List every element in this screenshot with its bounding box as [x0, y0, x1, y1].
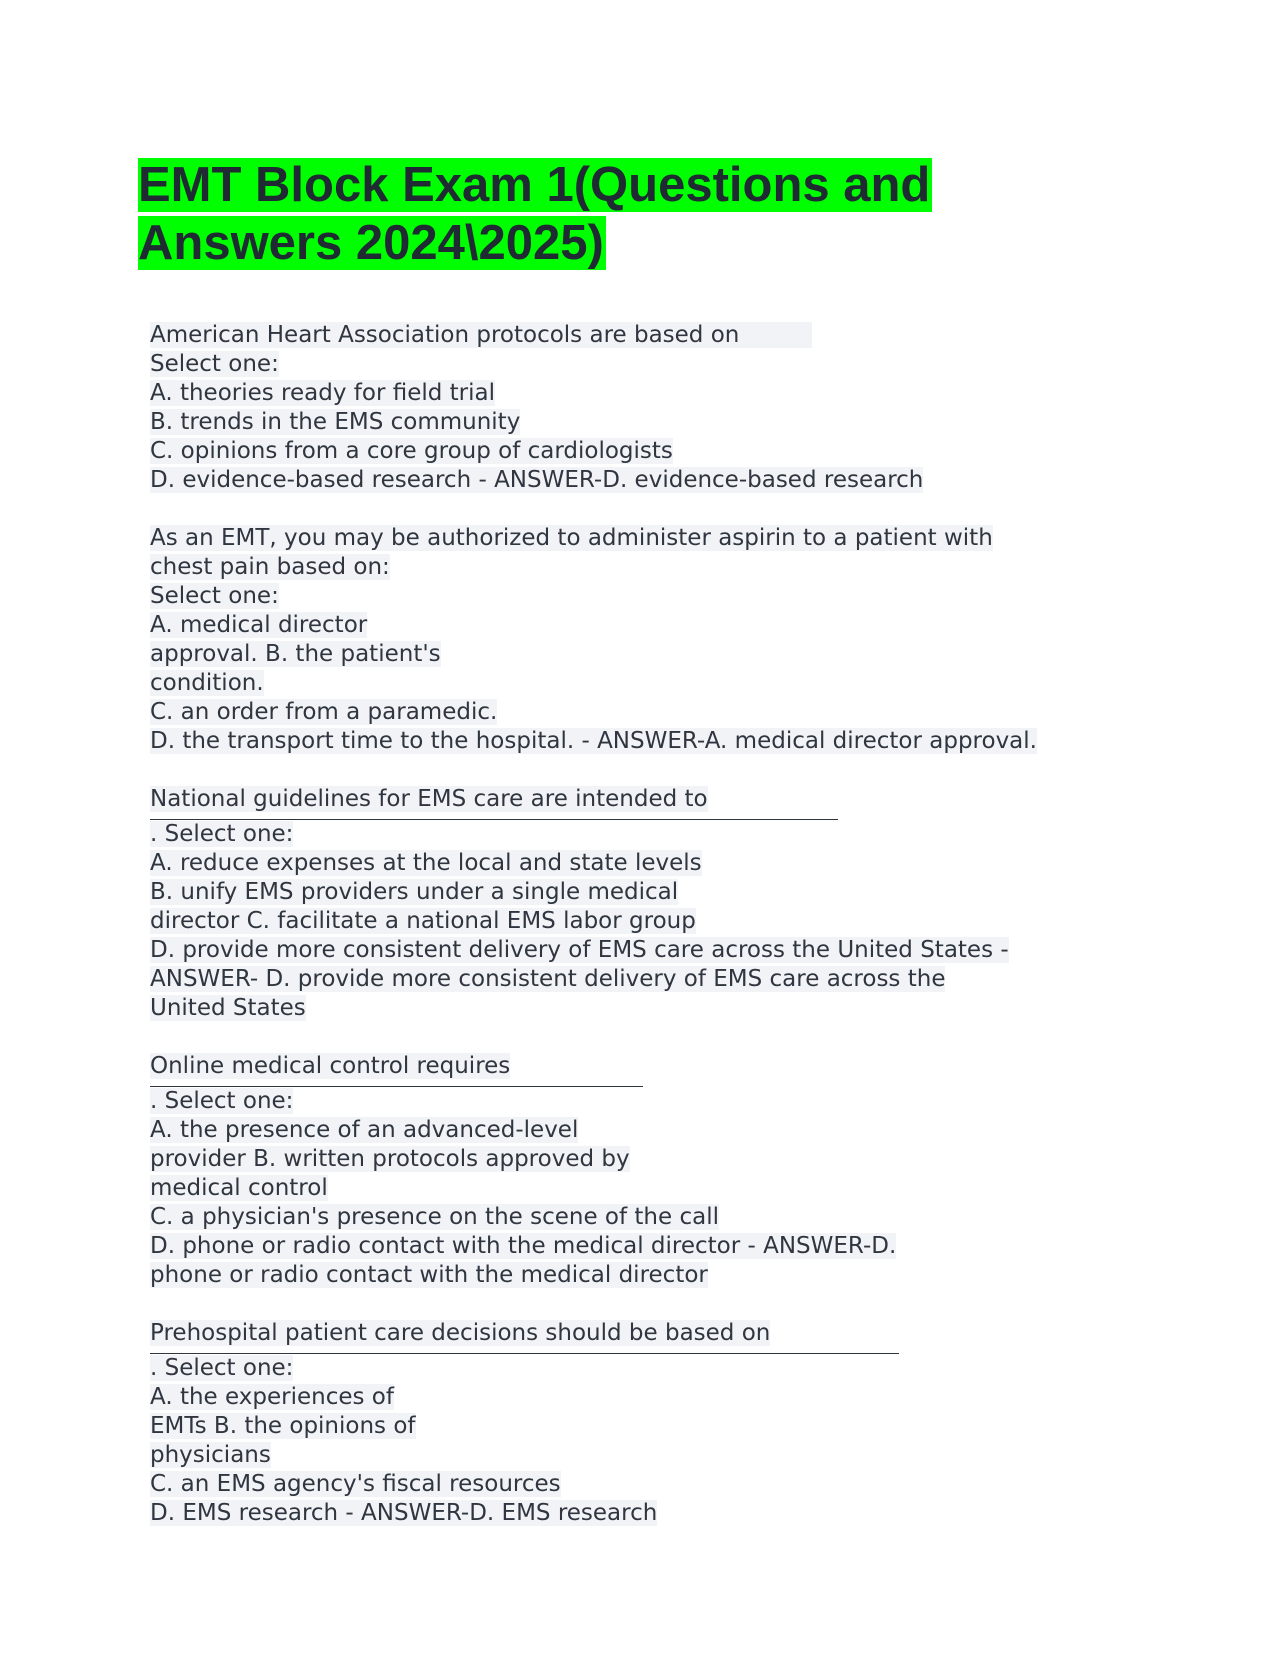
option-a: A. theories ready for field trial: [150, 380, 495, 406]
answer-line: phone or radio contact with the medical director: [150, 1262, 708, 1288]
document-title: [138, 156, 932, 272]
question-4: [150, 1052, 1150, 1290]
question-line: . Select one:: [150, 1088, 294, 1114]
option-line: medical control: [150, 1175, 328, 1201]
question-line: As an EMT, you may be authorized to administer aspirin to a patient with: [150, 525, 993, 551]
question-2: [150, 524, 1150, 756]
question-3: [150, 785, 1150, 1023]
answer-line: United States: [150, 995, 306, 1021]
option-line: A. the experiences of: [150, 1384, 394, 1410]
question-1: [150, 321, 1150, 495]
answer-line: ANSWER- D. provide more consistent delivery of EMS care across the: [150, 966, 946, 992]
title-line: Answers 2024\2025): [138, 216, 604, 270]
option-line: condition.: [150, 670, 264, 696]
question-line: . Select one:: [150, 1355, 294, 1381]
option-line: approval. B. the patient's: [150, 641, 441, 667]
option-line: physicians: [150, 1442, 271, 1468]
option-line: C. an EMS agency's fiscal resources: [150, 1471, 561, 1497]
option-line: A. the presence of an advanced-level: [150, 1117, 579, 1143]
question-line: chest pain based on:: [150, 554, 390, 580]
option-c: C. opinions from a core group of cardiologists: [150, 438, 673, 464]
option-line: EMTs B. the opinions of: [150, 1413, 416, 1439]
question-line: Select one:: [150, 583, 279, 609]
question-line: . Select one:: [150, 821, 294, 847]
option-b: B. trends in the EMS community: [150, 409, 521, 435]
question-prompt: Online medical control requires: [150, 1053, 511, 1079]
option-line: A. reduce expenses at the local and state levels: [150, 850, 702, 876]
question-line: Select one:: [150, 351, 279, 377]
option-line: C. a physician's presence on the scene of the call: [150, 1204, 719, 1230]
question-line: American Heart Association protocols are based on: [150, 322, 813, 348]
option-line: C. an order from a paramedic.: [150, 699, 498, 725]
question-prompt: Prehospital patient care decisions should be based on: [150, 1320, 771, 1346]
option-line: director C. facilitate a national EMS labor group: [150, 908, 696, 934]
option-line: B. unify EMS providers under a single medical: [150, 879, 679, 905]
option-d-answer: D. EMS research - ANSWER-D. EMS research: [150, 1500, 658, 1526]
question-prompt: National guidelines for EMS care are intended to: [150, 786, 708, 812]
option-line: provider B. written protocols approved by: [150, 1146, 630, 1172]
answer-line: D. phone or radio contact with the medical director - ANSWER-D.: [150, 1233, 897, 1259]
document-body: [150, 321, 1150, 1557]
option-line: D. provide more consistent delivery of EMS care across the United States -: [150, 937, 1009, 963]
option-d-answer: D. the transport time to the hospital. - ANSWER-A. medical director approval.: [150, 728, 1037, 754]
question-5: [150, 1319, 1150, 1528]
option-line: A. medical director: [150, 612, 368, 638]
title-line: EMT Block Exam 1(Questions and: [138, 158, 931, 212]
option-d-answer: D. evidence-based research - ANSWER-D. evidence-based research: [150, 467, 924, 493]
